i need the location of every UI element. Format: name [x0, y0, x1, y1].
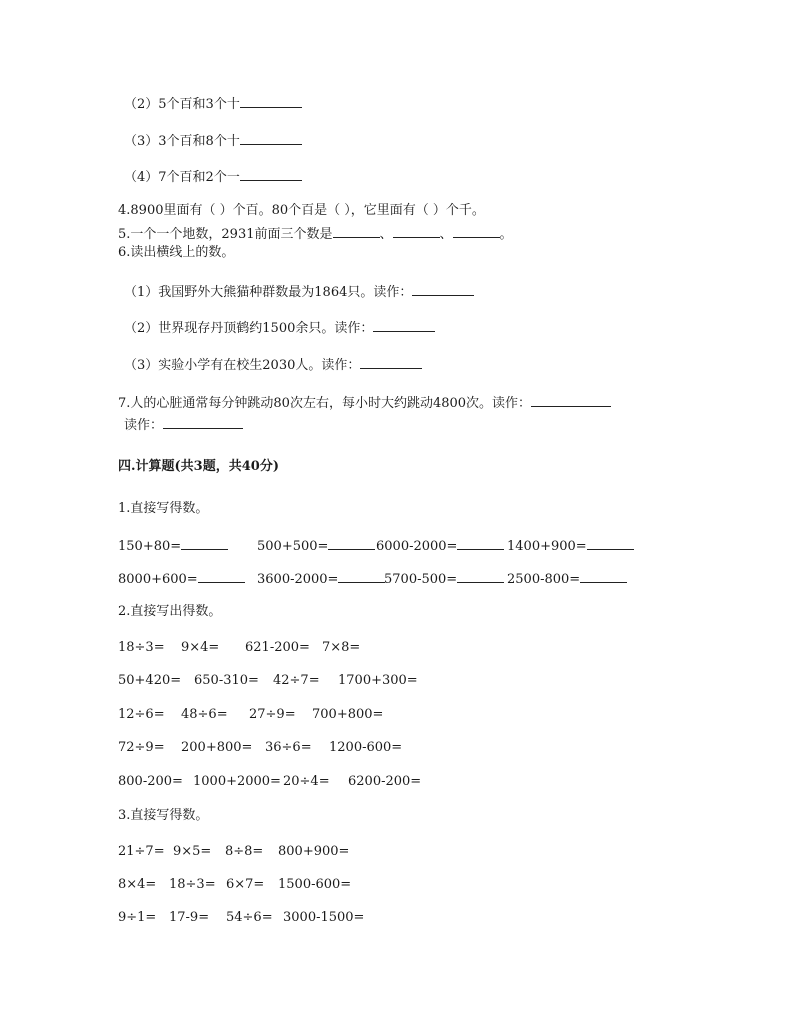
q6-item-num: （3） [124, 358, 159, 373]
q3-sub3-text: 3个百和8个十 [158, 134, 240, 149]
calc-item: 700+800= [312, 707, 384, 722]
calc-item: 3000-1500= [283, 910, 365, 925]
calc-item: 17-9= [169, 910, 210, 925]
calc-item: 3600-2000= [257, 572, 339, 587]
answer-blank[interactable] [338, 569, 385, 583]
calc-item: 6×7= [226, 877, 265, 892]
answer-blank[interactable] [393, 224, 440, 238]
q6-item-text: 我国野外大熊猫种群数最为1864只。读作： [158, 285, 413, 300]
answer-blank[interactable] [360, 355, 422, 369]
q4-text: 4.8900里面有（ ）个百。80个百是（ ），它里面有（ ）个千。 [118, 203, 485, 218]
calc-item: 1700+300= [338, 673, 418, 688]
answer-blank[interactable] [240, 167, 302, 181]
calc-item: 8×4= [118, 877, 157, 892]
calc-item: 72÷9= [118, 740, 165, 755]
q3-sub3 [124, 131, 302, 151]
separator: 、 [439, 227, 453, 242]
calc-item: 48÷6= [181, 707, 228, 722]
calc-item: 5700-500= [384, 572, 458, 587]
answer-blank[interactable] [240, 131, 302, 145]
calc-item: 9×5= [173, 844, 212, 859]
q6-item-text: 实验小学有在校生2030人。读作： [158, 358, 361, 373]
calc-item: 6200-200= [348, 774, 422, 789]
calc2-title: 2.直接写出得数。 [118, 604, 222, 619]
calc-item: 7×8= [322, 640, 361, 655]
calc-item: 200+800= [181, 740, 253, 755]
q3-sub2-text: 5个百和3个十 [158, 97, 240, 112]
answer-blank[interactable] [181, 536, 228, 550]
calc-item: 18÷3= [118, 640, 165, 655]
calc-item: 1500-600= [278, 877, 352, 892]
calc-item: 2500-800= [507, 572, 581, 587]
q7 [118, 393, 611, 413]
answer-blank[interactable] [198, 569, 245, 583]
calc-item: 6000-2000= [376, 539, 458, 554]
answer-blank[interactable] [412, 282, 474, 296]
calc-item: 800+900= [278, 844, 350, 859]
calc-item: 50+420= [118, 673, 182, 688]
calc-item: 12÷6= [118, 707, 165, 722]
answer-blank[interactable] [580, 569, 627, 583]
calc-item: 21÷7= [118, 844, 165, 859]
q7-text2: 读作： [124, 418, 164, 433]
answer-blank[interactable] [587, 536, 634, 550]
answer-blank[interactable] [240, 94, 302, 108]
q6-item-num: （2） [124, 321, 159, 336]
q3-sub2-num: （2） [124, 97, 159, 112]
period: 。 [499, 227, 513, 242]
separator: 、 [379, 227, 393, 242]
answer-blank[interactable] [453, 224, 500, 238]
q3-sub4 [124, 167, 302, 187]
calc-item: 42÷7= [273, 673, 320, 688]
calc-item: 8÷8= [225, 844, 264, 859]
calc-item: 20÷4= [283, 774, 330, 789]
section4-title: 四.计算题(共3题，共40分) [118, 459, 279, 474]
calc-item: 9×4= [181, 640, 220, 655]
answer-blank[interactable] [333, 224, 380, 238]
q6-item-num: （1） [124, 285, 159, 300]
calc-item: 1000+2000= [193, 774, 281, 789]
q7-text: 7.人的心脏通常每分钟跳动80次左右，每小时大约跳动4800次。读作： [118, 396, 532, 411]
q7-line2 [124, 415, 243, 435]
answer-blank[interactable] [457, 536, 504, 550]
answer-blank[interactable] [373, 318, 435, 332]
calc-item: 9÷1= [118, 910, 157, 925]
calc-item: 18÷3= [169, 877, 216, 892]
q6-item [124, 282, 474, 302]
calc-item: 1400+900= [507, 539, 587, 554]
q6-item [124, 355, 422, 375]
answer-blank[interactable] [457, 569, 504, 583]
q6-title: 6.读出横线上的数。 [118, 245, 235, 260]
calc3-title: 3.直接写得数。 [118, 808, 209, 823]
q3-sub4-num: （4） [124, 170, 159, 185]
q5-text: 5.一个一个地数，2931前面三个数是 [118, 227, 333, 242]
answer-blank[interactable] [531, 393, 611, 407]
q6-item-text: 世界现存丹顶鹤约1500余只。读作： [158, 321, 374, 336]
q3-sub4-text: 7个百和2个一 [158, 170, 240, 185]
answer-blank[interactable] [328, 536, 375, 550]
calc-item: 54÷6= [226, 910, 273, 925]
calc-item: 500+500= [257, 539, 329, 554]
calc-item: 800-200= [118, 774, 183, 789]
calc-item: 650-310= [194, 673, 259, 688]
answer-blank[interactable] [163, 415, 243, 429]
calc-item: 27÷9= [249, 707, 296, 722]
q5 [118, 224, 513, 244]
calc1-title: 1.直接写得数。 [118, 501, 209, 516]
calc-item: 1200-600= [329, 740, 403, 755]
q3-sub2 [124, 94, 302, 114]
q6-item [124, 318, 435, 338]
calc-item: 8000+600= [118, 572, 198, 587]
calc-item: 36÷6= [265, 740, 312, 755]
q3-sub3-num: （3） [124, 134, 159, 149]
calc-item: 621-200= [245, 640, 310, 655]
calc-item: 150+80= [118, 539, 182, 554]
